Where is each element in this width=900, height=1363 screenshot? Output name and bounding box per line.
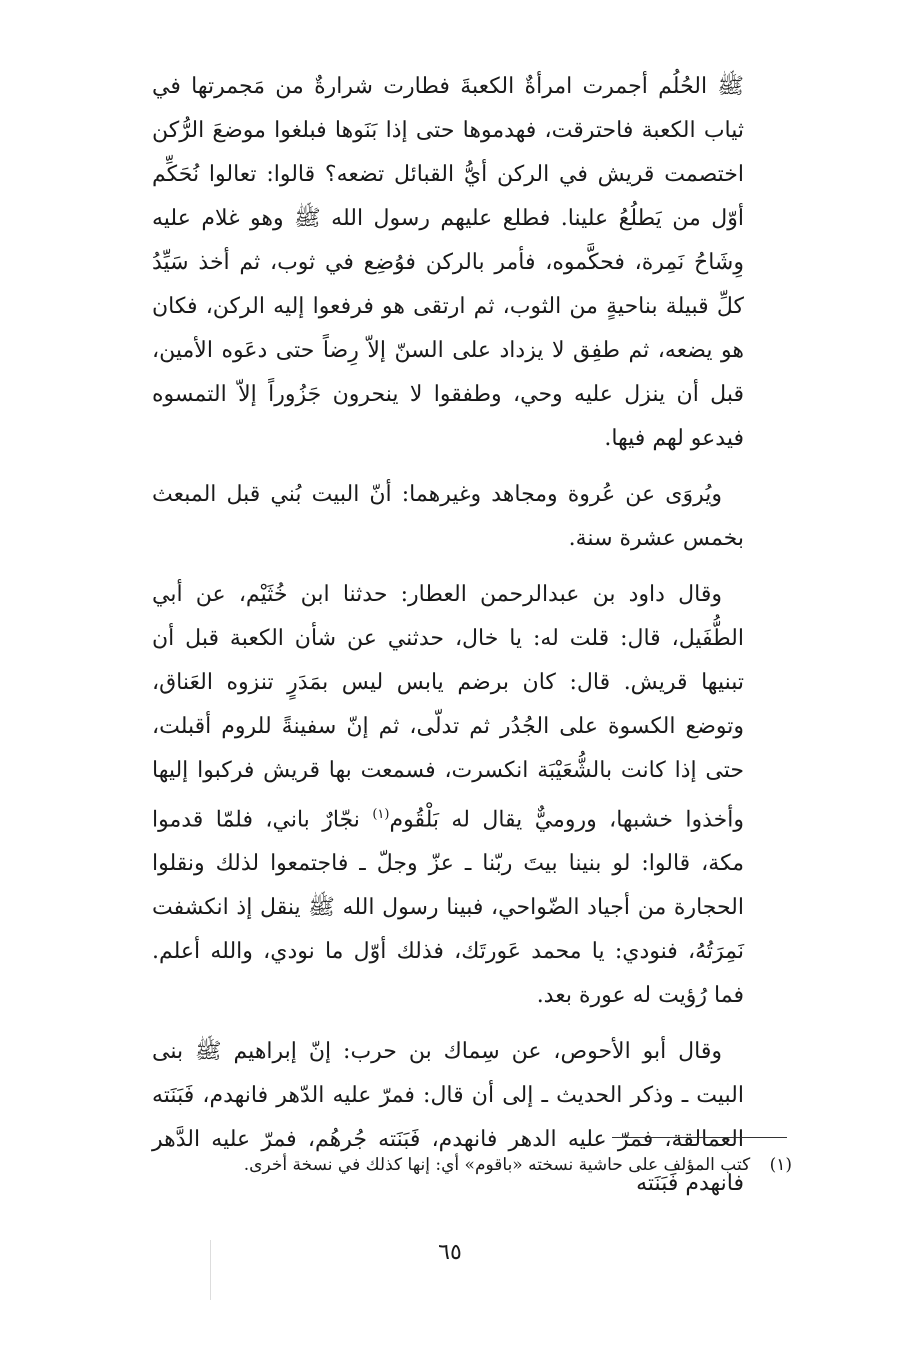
footnote — [152, 1150, 792, 1180]
paragraph-4: وقال أبو الأحوص، عن سِماك بن حرب: إنّ إبراهيم ﷺ بنى البيت ـ وذكر الحديث ـ إلى أن قال: فمرّ عليه الدّهر فانهدم، فَبَنَته العمالقة، فمرّ عليه الدهر فانهدم، فَبَنَته جُرهُم، فمرّ عليه الدَّهر فانهدم فَبَنَته — [152, 1039, 744, 1197]
footnote-divider — [612, 1137, 787, 1138]
paragraph-3 — [152, 573, 744, 1018]
footnote-number: (١) — [769, 1155, 792, 1175]
scan-edge-line — [210, 1240, 211, 1300]
paragraph-3-text: وقال داود بن عبدالرحمن العطار: حدثنا ابن خُثَيْم، عن أبي الطُّفَيل، قال: قلت له: يا خال، حدثني عن شأن الكعبة قبل أن تبنيها قريش. قال: كان برضم يابس ليس بمَدَرٍ تنزوه العَناق، وتوضع الكسوة على الجُدُر ثم تدلّى، ثم إنّ سفينةً للروم أقبلت، حتى إذا كانت بالشُّعَيْبَة انكسرت، فسمعت بها قريش فركبوا إليها وأخذوا خشبها، وروميٌّ يقال له بَلْقُوم — [152, 582, 744, 833]
page-number: ٦٥ — [438, 1240, 462, 1265]
main-text — [152, 65, 744, 1218]
footnote-reference: (١) — [372, 807, 390, 822]
paragraph-2: ويُروَى عن عُروة ومجاهد وغيرهما: أنّ البيت بُني قبل المبعث بخمس عشرة سنة. — [152, 482, 744, 551]
footnote-text: كتب المؤلف على حاشية نسخته «باقوم» أي: إنها كذلك في نسخة أخرى. — [243, 1155, 751, 1175]
paragraph-1: ﷺ الحُلُم أجمرت امرأةٌ الكعبةَ فطارت شرارةٌ من مَجمرتها في ثياب الكعبة فاحترقت، فهدموها حتى إذا بَنَوها فبلغوا موضعَ الرُّكن اختصمت قريش في الركن أيُّ القبائل تضعه؟ قالوا: تعالوا نُحَكِّم أوّل من يَطلُعُ علينا. فطلع عليهم رسول الله ﷺ وهو غلام عليه وِشَاحُ نَمِرة، فحكَّموه، فأمر بالركن فوُضِع في ثوب، ثم أخذ سَيِّدُ كلِّ قبيلة بناحيةٍ من الثوب، ثم ارتقى هو فرفعوا إليه الركن، فكان هو يضعه، ثم طفِق لا يزداد على السنّ إلاّ رِضاً حتى دعَوه الأمين، قبل أن ينزل عليه وحي، وطفقوا لا ينحرون جَزُوراً إلاّ التمسوه فيدعو لهم فيها. — [152, 74, 744, 451]
paragraph-3-continued: نجّارٌ باني، فلمّا قدموا مكة، قالوا: لو بنينا بيتَ ربّنا ـ عزّ وجلّ ـ فاجتمعوا لذلك ونقلوا الحجارة من أجياد الضّواحي، فبينا رسول الله ﷺ ينقل إذ انكشفت نَمِرَتُهُ، فنودي: يا محمد عَورتَك، فذلك أوّل ما نودي، والله أعلم. فما رُؤيت له عورة بعد. — [152, 807, 744, 1009]
